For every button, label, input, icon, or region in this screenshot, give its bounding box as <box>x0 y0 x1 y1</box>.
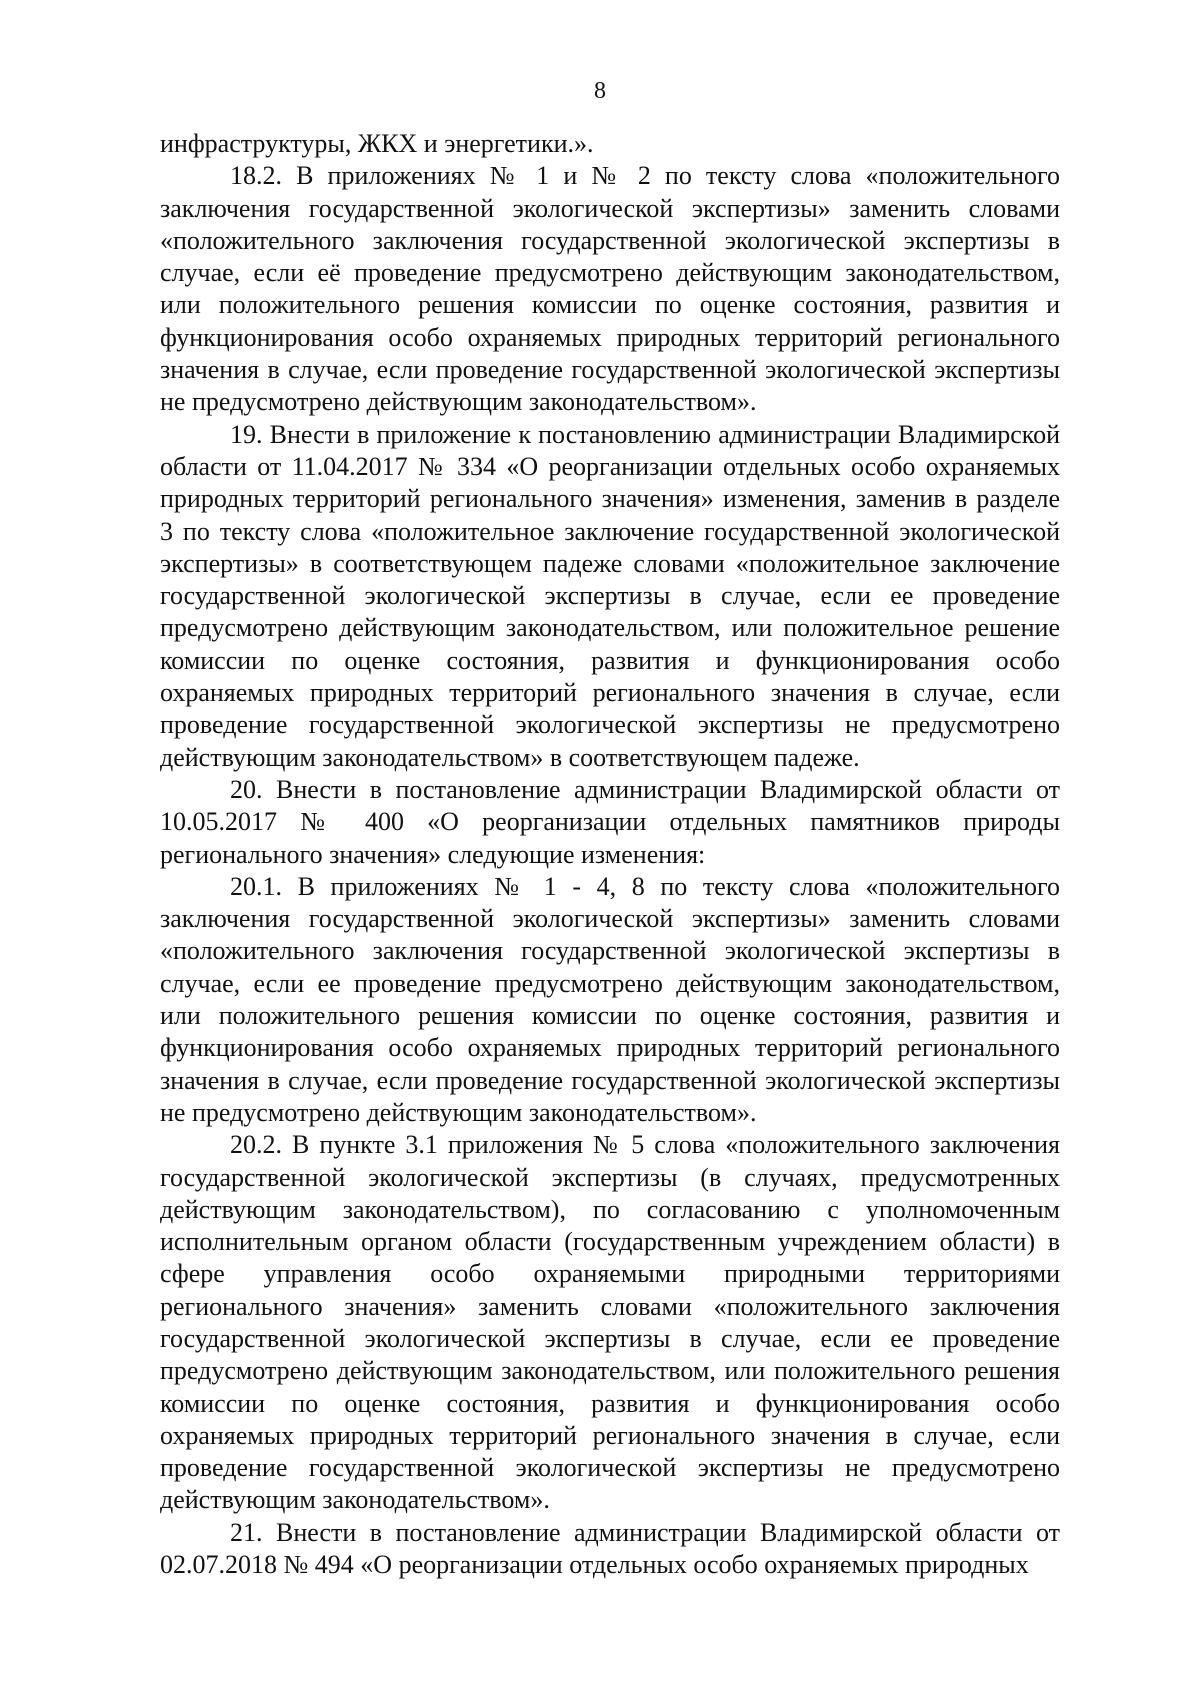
paragraph-19: 19. Внести в приложение к постановлению администрации Владимирской области от 11.04.2017 № 334 «О реорганизации отдельных особо охраняемых природных территорий регионального значения» изменения, заменив в разделе 3 по тексту слова «положительное заключение государственной экологической экспертизы» в соответствующем падеже словами «положительное заключение государственной экологической экспертизы в случае, если ее проведение предусмотрено действующим законодательством, или положительное решение комиссии по оценке состояния, развития и функционирования особо охраняемых природных территорий регионального значения в случае, если проведение государственной экологической экспертизы не предусмотрено действующим законодательством» в соответствующем падеже. <box>160 419 1060 772</box>
paragraph-18-2: 18.2. В приложениях № 1 и № 2 по тексту слова «положительного заключения государственной экологической экспертизы» заменить словами «положительного заключения государственной экологической экспертизы в случае, если её проведение предусмотрено действующим законодательством, или положительного решения комиссии по оценке состояния, развития и функционирования особо охраняемых природных территорий регионального значения в случае, если проведение государственной экологической экспертизы не предусмотрено действующим законодательством». <box>160 161 1060 417</box>
paragraph-21: 21. Внести в постановление администрации Владимирской области от 02.07.2018 № 494 «О реорганизации отдельных особо охраняемых природных <box>160 1517 1060 1580</box>
paragraph-20: 20. Внести в постановление администрации Владимирской области от 10.05.2017 № 400 «О реорганизации отдельных памятников природы регионального значения» следующие изменения: <box>160 774 1060 869</box>
paragraph-20-1: 20.1. В приложениях № 1 - 4, 8 по тексту слова «положительного заключения государственной экологической экспертизы» заменить словами «положительного заключения государственной экологической экспертизы в случае, если ее проведение предусмотрено действующим законодательством, или положительного решения комиссии по оценке состояния, развития и функционирования особо охраняемых природных территорий регионального значения в случае, если проведение государственной экологической экспертизы не предусмотрено действующим законодательством». <box>160 871 1060 1127</box>
page-number: 8 <box>594 78 606 104</box>
paragraph-20-2: 20.2. В пункте 3.1 приложения № 5 слова «положительного заключения государственной экологической экспертизы (в случаях, предусмотренных действующим законодательством), по согласованию с уполномоченным исполнительным органом области (государственным учреждением области) в сфере управления особо охраняемыми природными территориями регионального значения» заменить словами «положительного заключения государственной экологической экспертизы в случае, если ее проведение предусмотрено действующим законодательством, или положительного решения комиссии по оценке состояния, развития и функционирования особо охраняемых природных территорий регионального значения в случае, если проведение государственной экологической экспертизы не предусмотрено действующим законодательством». <box>160 1130 1060 1515</box>
paragraph-continuation: инфраструктуры, ЖКХ и энергетики.». <box>160 129 594 158</box>
document-body <box>160 128 1060 1581</box>
